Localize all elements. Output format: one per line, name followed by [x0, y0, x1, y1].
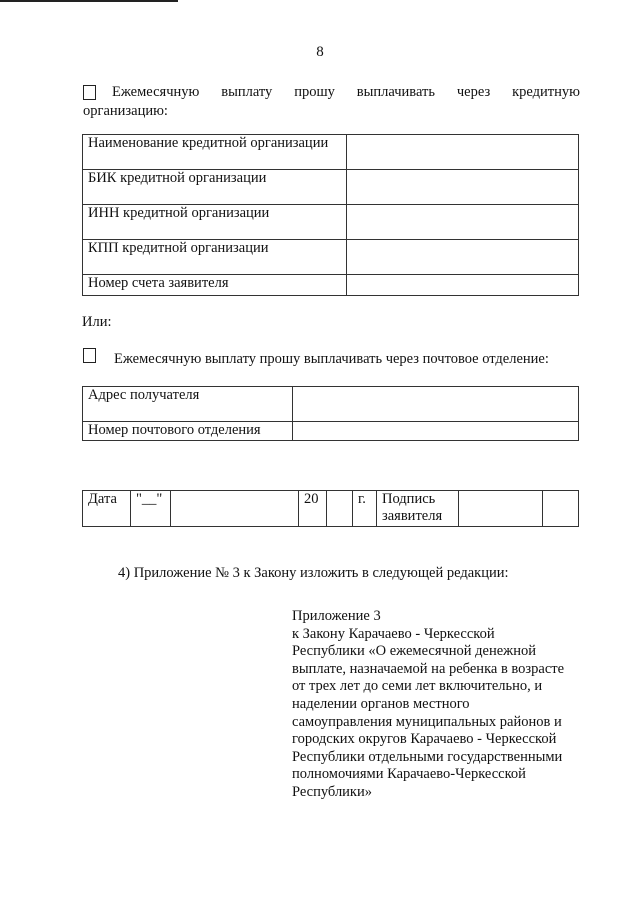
- month-field[interactable]: [171, 491, 299, 527]
- bik-label: БИК кредитной организации: [83, 170, 347, 205]
- recipient-address-label: Адрес получателя: [83, 387, 293, 422]
- appendix-line: наделении органов местного: [292, 695, 470, 712]
- table-row: [83, 387, 579, 422]
- table-row: [83, 135, 579, 170]
- bank-name-field[interactable]: [347, 135, 579, 170]
- bank-option-text-line2: организацию:: [83, 103, 168, 119]
- year-prefix: 20: [299, 491, 327, 527]
- date-signature-table: [82, 490, 579, 527]
- appendix-line: Приложение 3: [292, 608, 381, 624]
- appendix-line: Республики отдельными государственными: [292, 748, 563, 765]
- recipient-address-field[interactable]: [293, 387, 579, 422]
- signature-field[interactable]: [459, 491, 543, 527]
- appendix-line: самоуправления муниципальных районов и: [292, 713, 562, 730]
- bank-option-word: прошу: [294, 84, 335, 100]
- kpp-field[interactable]: [347, 240, 579, 275]
- appendix-line: Республики «О ежемесячной денежной: [292, 643, 536, 660]
- scan-artifact-line: [0, 0, 178, 2]
- table-row: [83, 275, 579, 296]
- table-row: [83, 422, 579, 441]
- inn-field[interactable]: [347, 205, 579, 240]
- kpp-label: КПП кредитной организации: [83, 240, 347, 275]
- day-field[interactable]: "__": [131, 491, 171, 527]
- appendix-line: от трех лет до семи лет включительно, и: [292, 678, 543, 695]
- signature-extra-cell: [543, 491, 579, 527]
- table-row: [83, 491, 579, 527]
- appendix-heading: [292, 608, 592, 802]
- post-option-text: Ежемесячную выплату прошу выплачивать через почтовое отделение:: [114, 351, 549, 367]
- inn-label: ИНН кредитной организации: [83, 205, 347, 240]
- amendment-text: 4) Приложение № 3 к Закону изложить в следующей редакции:: [118, 565, 509, 581]
- appendix-line: полномочиями Карачаево-Черкесской: [292, 766, 526, 783]
- signature-label-line1: Подпись: [382, 491, 436, 507]
- post-office-number-label: Номер почтового отделения: [83, 422, 293, 441]
- page-number: 8: [316, 44, 324, 60]
- table-row: [83, 240, 579, 275]
- appendix-line: городских округов Карачаево - Черкесской: [292, 731, 557, 748]
- bank-option-word: через: [456, 84, 491, 100]
- post-option-checkbox[interactable]: [83, 348, 96, 363]
- or-text: Или:: [82, 314, 112, 330]
- signature-label-line2: заявителя: [382, 508, 443, 524]
- appendix-line: к Закону Карачаево - Черкесской: [292, 625, 495, 642]
- appendix-line: Республики»: [292, 783, 372, 800]
- year-abbr: г.: [353, 491, 377, 527]
- bank-option-checkbox[interactable]: [83, 85, 96, 100]
- bik-field[interactable]: [347, 170, 579, 205]
- post-office-number-field[interactable]: [293, 422, 579, 441]
- table-row: [83, 205, 579, 240]
- bank-option-word: выплачивать: [356, 84, 435, 100]
- bank-option-text: [112, 84, 580, 101]
- bank-details-table: [82, 134, 579, 296]
- signature-label: [377, 491, 459, 527]
- bank-name-label: Наименование кредитной организации: [83, 135, 347, 170]
- table-row: [83, 170, 579, 205]
- appendix-line: выплате, назначаемой на ребенка в возрасте: [292, 660, 565, 677]
- account-number-label: Номер счета заявителя: [83, 275, 347, 296]
- bank-option-word: Ежемесячную: [112, 84, 200, 100]
- bank-option-word: выплату: [221, 84, 273, 100]
- bank-option-word: кредитную: [512, 84, 580, 100]
- year-field[interactable]: [327, 491, 353, 527]
- post-details-table: [82, 386, 579, 441]
- date-label: Дата: [83, 491, 131, 527]
- account-number-field[interactable]: [347, 275, 579, 296]
